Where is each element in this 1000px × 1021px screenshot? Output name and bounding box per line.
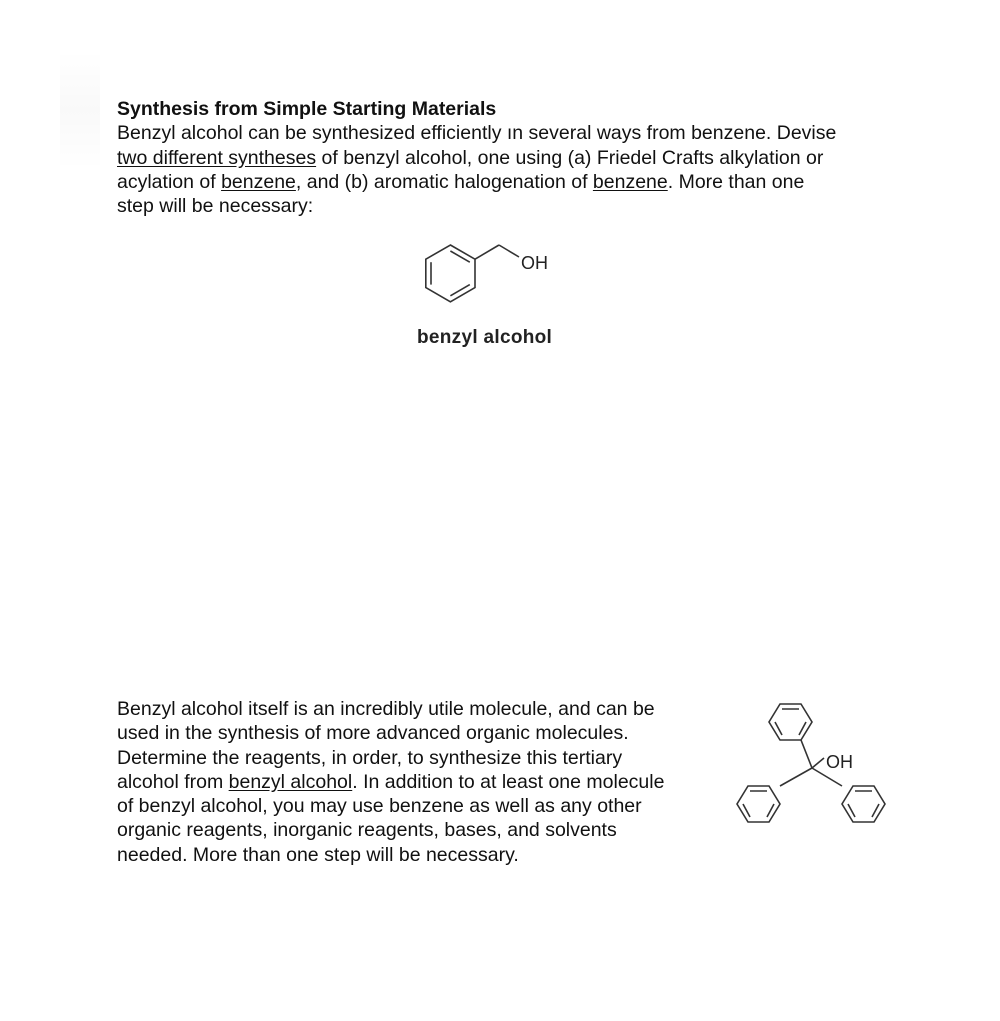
- right-phenyl-ring: [842, 786, 885, 822]
- second-line-6: organic reagents, inorganic reagents, bases, and solvents: [117, 819, 617, 842]
- oh-label-trityl: OH: [826, 752, 853, 772]
- second-line-3: Determine the reagents, in order, to synthesize this tertiary: [117, 746, 623, 769]
- underlined-two-different-syntheses: two different syntheses: [117, 146, 317, 169]
- scan-shadow: [60, 50, 100, 170]
- intro-line-2: [117, 146, 907, 170]
- second-line-1: Benzyl alcohol itself is an incredibly utile molecule, and can be: [117, 698, 655, 720]
- second-line-5: of benzyl alcohol, you may use benzene as well as any other: [117, 795, 642, 818]
- intro-line-3: [117, 170, 907, 194]
- structure-caption: benzyl alcohol: [417, 327, 553, 348]
- intro-line-4: step will be necessary:: [117, 195, 314, 218]
- second-line-4-b: . In addition to at least one molecule: [352, 770, 665, 793]
- intro-line-3-b: , and (b) aromatic halogenation of: [295, 170, 593, 193]
- second-section: [117, 697, 727, 867]
- ch2-oh-chain: [475, 245, 519, 259]
- benzene-ring: [426, 245, 475, 302]
- second-line-7: needed. More than one step will be necessary.: [117, 843, 519, 866]
- intro-line-1: Benzyl alcohol can be synthesized efficiently ın several ways from benzene. Devise: [117, 122, 837, 145]
- top-phenyl-ring: [769, 704, 812, 740]
- intro-section: [117, 97, 907, 218]
- underlined-benzyl-alcohol: benzyl alcohol: [228, 770, 353, 793]
- underlined-benzene-2: benzene: [592, 170, 668, 193]
- underlined-benzene-1: benzene: [221, 170, 296, 193]
- section-heading: Synthesis from Simple Starting Materials: [117, 98, 497, 120]
- intro-line-2-rest: of benzyl alcohol, one using (a) Friedel Crafts alkylation or: [316, 146, 824, 169]
- oh-label: OH: [521, 253, 548, 273]
- second-line-4: [117, 770, 727, 794]
- triphenylmethanol-structure: [728, 696, 898, 846]
- second-line-4-a: alcohol from: [117, 770, 229, 793]
- benzyl-alcohol-structure: [415, 238, 575, 318]
- intro-line-3-c: . More than one: [667, 170, 805, 193]
- second-line-2: used in the synthesis of more advanced organic molecules.: [117, 722, 629, 745]
- intro-line-3-a: acylation of: [117, 170, 222, 193]
- left-phenyl-ring: [737, 786, 780, 822]
